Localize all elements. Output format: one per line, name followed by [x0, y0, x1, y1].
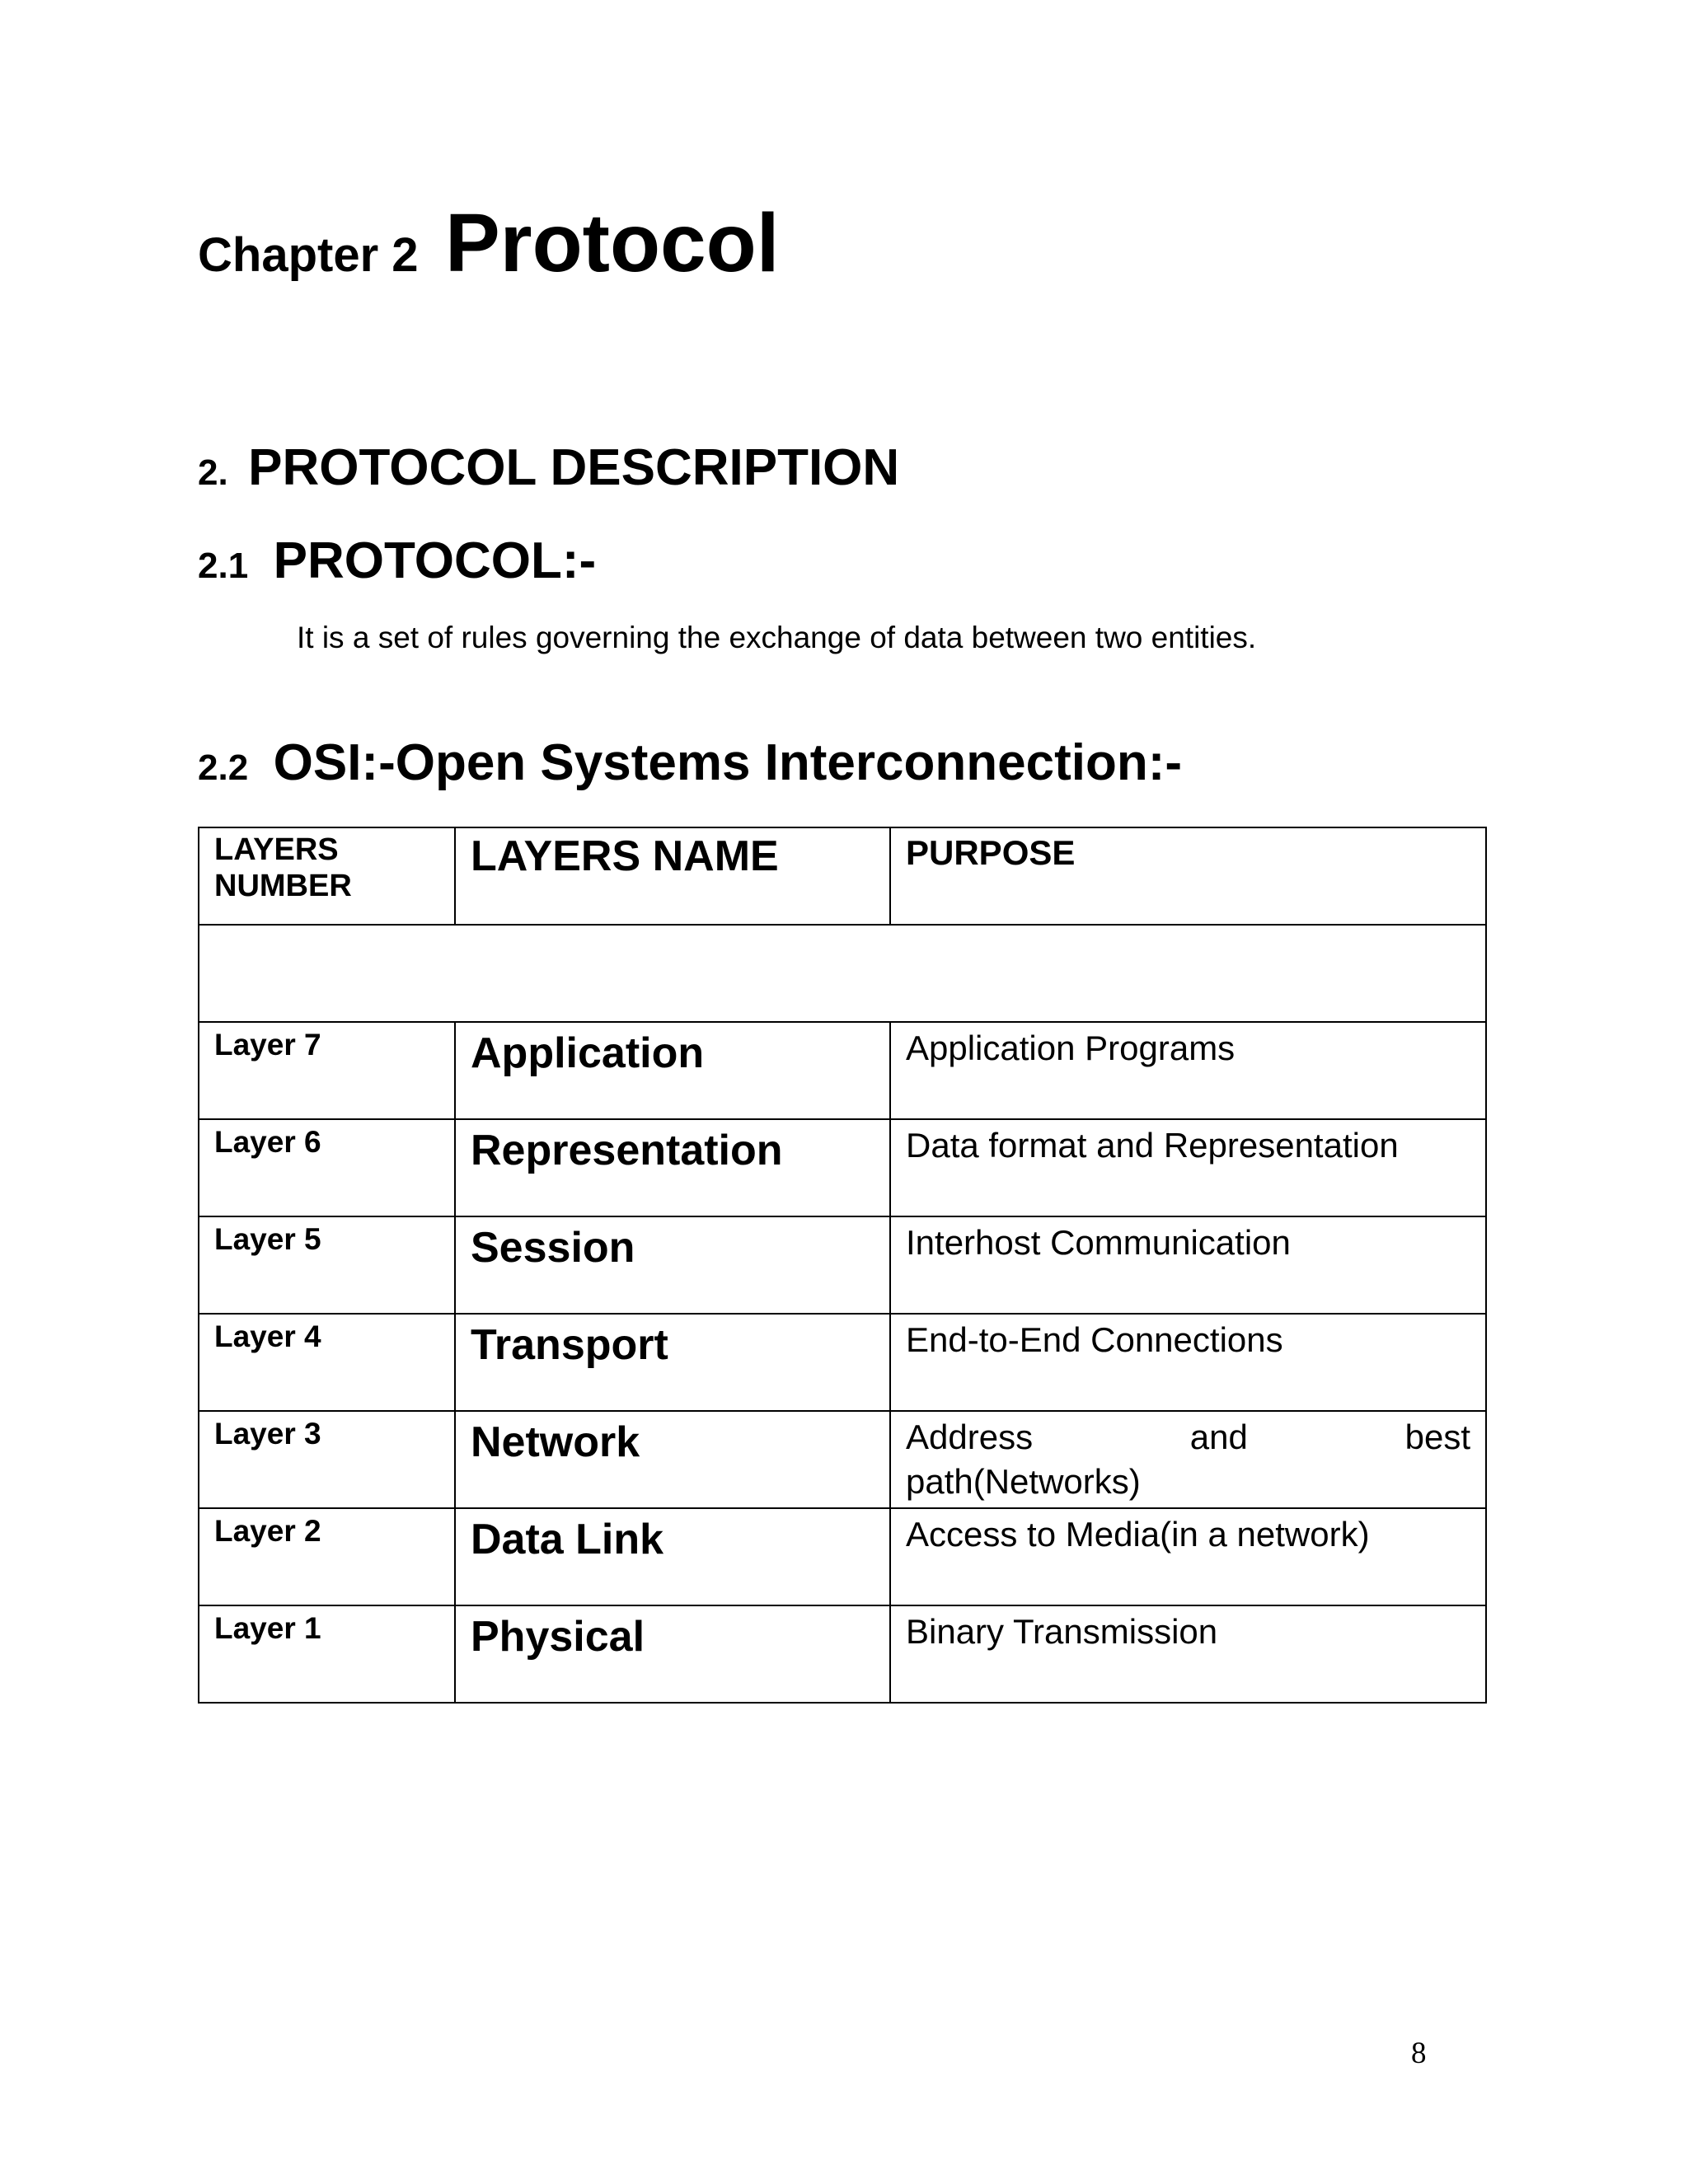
table-row — [199, 1605, 1486, 1703]
header-purpose — [890, 827, 1486, 925]
section-heading-description — [198, 438, 899, 497]
section-title: OSI:-Open Systems Interconnection:- — [273, 734, 1183, 791]
layer-purpose-line2: path(Networks) — [906, 1462, 1141, 1501]
layer-purpose: End-to-End Connections — [906, 1320, 1283, 1359]
section-heading-protocol — [198, 532, 596, 590]
layer-name: Representation — [471, 1127, 783, 1174]
layer-number: Layer 1 — [214, 1611, 321, 1645]
layer-name: Network — [471, 1418, 640, 1466]
layer-number: Layer 5 — [214, 1222, 321, 1256]
table-row — [199, 1119, 1486, 1216]
chapter-title: Protocol — [444, 197, 780, 289]
layer-number: Layer 7 — [214, 1028, 321, 1062]
section-number: 2.1 — [198, 546, 249, 586]
header-name-text: LAYERS NAME — [471, 832, 779, 880]
layer-purpose: Access to Media(in a network) — [906, 1515, 1370, 1554]
layer-number: Layer 2 — [214, 1514, 321, 1548]
section-title: PROTOCOL DESCRIPTION — [248, 439, 900, 496]
chapter-label: Chapter 2 — [198, 228, 419, 282]
layer-name: Application — [471, 1029, 705, 1077]
layer-name: Session — [471, 1224, 635, 1272]
layer-purpose: Application Programs — [906, 1029, 1236, 1067]
table-header-row — [199, 827, 1486, 925]
layer-name: Physical — [471, 1613, 645, 1661]
section-number: 2. — [198, 452, 228, 493]
page-number: 8 — [1411, 2036, 1427, 2070]
layer-number: Layer 4 — [214, 1319, 321, 1353]
layer-purpose-line1: Address and best — [906, 1418, 1470, 1456]
layer-number: Layer 3 — [214, 1417, 321, 1451]
table-row — [199, 1314, 1486, 1411]
table-row — [199, 1216, 1486, 1314]
table-row — [199, 1411, 1486, 1508]
osi-layers-table — [198, 827, 1487, 1704]
layer-name: Data Link — [471, 1516, 664, 1563]
header-layers-name — [455, 827, 890, 925]
protocol-definition: It is a set of rules governing the exchange of data between two entities. — [297, 621, 1257, 654]
section-title: PROTOCOL:- — [273, 532, 597, 589]
section-number: 2.2 — [198, 748, 249, 788]
table-row — [199, 1508, 1486, 1605]
layer-purpose — [906, 1415, 1470, 1504]
header-layers-number — [199, 827, 455, 925]
table-empty-row — [199, 925, 1486, 1022]
layer-purpose: Interhost Communication — [906, 1223, 1291, 1262]
header-purpose-text: PURPOSE — [906, 833, 1076, 872]
empty-cell — [199, 925, 1486, 1022]
header-number-line1: LAYERS — [214, 832, 339, 867]
layer-purpose: Data format and Representation — [906, 1126, 1399, 1165]
table-row — [199, 1022, 1486, 1119]
chapter-heading — [198, 196, 780, 291]
layer-purpose: Binary Transmission — [906, 1612, 1218, 1651]
layer-number: Layer 6 — [214, 1125, 321, 1159]
header-number-line2: NUMBER — [214, 869, 352, 903]
section-heading-osi — [198, 733, 1182, 792]
layer-name: Transport — [471, 1321, 668, 1369]
